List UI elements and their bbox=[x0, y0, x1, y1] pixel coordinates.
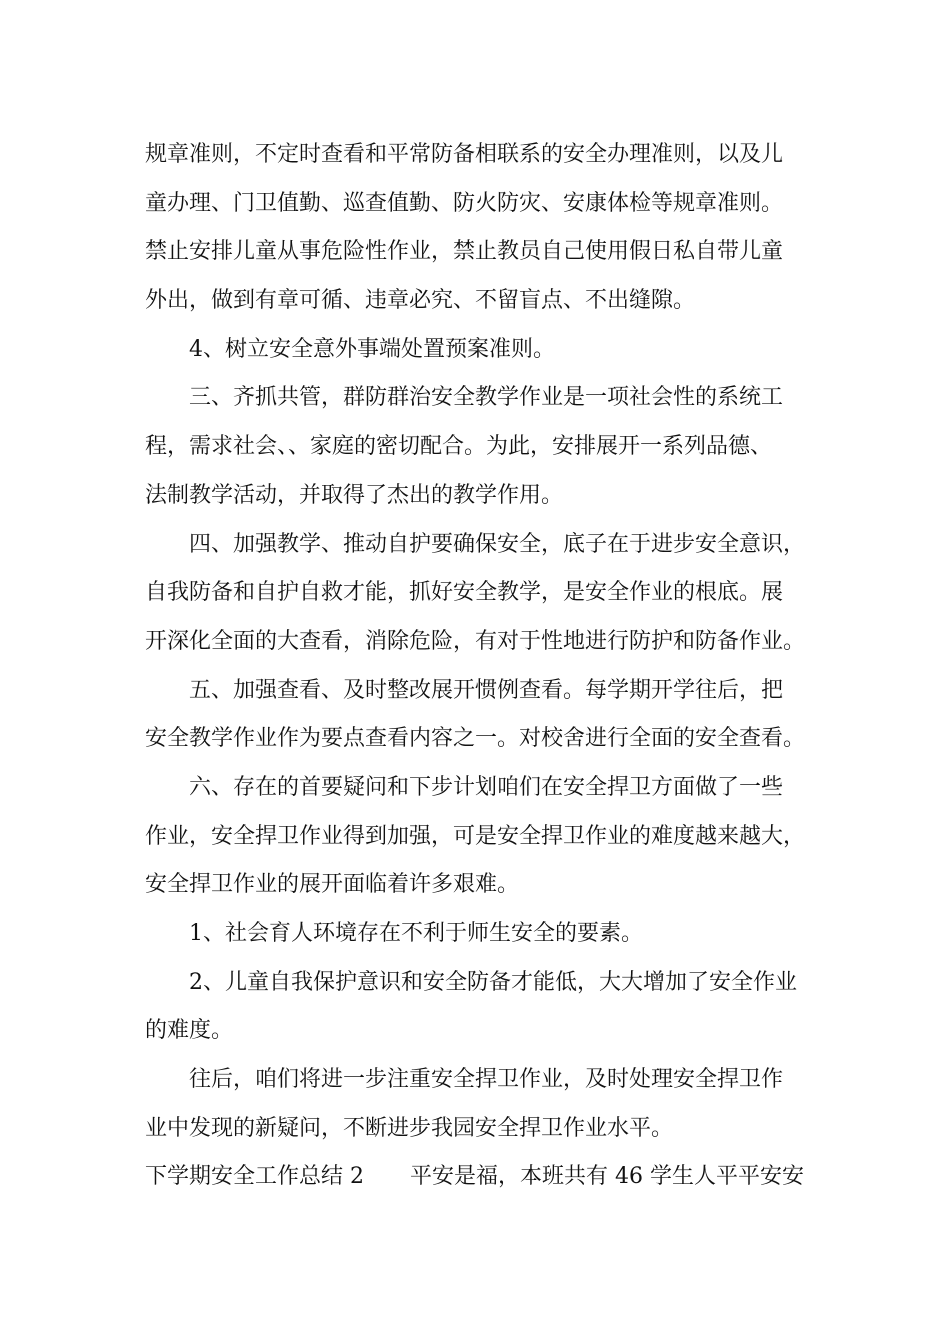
paragraph-line: 三、齐抓共管，群防群治安全教学作业是一项社会性的系统工 bbox=[189, 385, 784, 411]
paragraph-line: 作业，安全捍卫作业得到加强，可是安全捍卫作业的难度越来越大， bbox=[145, 823, 806, 849]
paragraph-line: 往后，咱们将进一步注重安全捍卫作业，及时处理安全捍卫作 bbox=[189, 1067, 784, 1093]
paragraph-line: 规章准则，不定时查看和平常防备相联系的安全办理准则，以及儿 bbox=[145, 142, 784, 167]
paragraph-line: 自我防备和自护自救才能，抓好安全教学，是安全作业的根底。展 bbox=[145, 580, 784, 606]
document-body bbox=[145, 131, 820, 1202]
paragraph-line: 1、社会育人环境存在不利于师生安全的要素。 bbox=[189, 921, 643, 946]
paragraph-line: 4、树立安全意外事端处置预案准则。 bbox=[189, 336, 555, 362]
paragraph-line: 童办理、门卫值勤、巡查值勤、防火防灾、安康体检等规章准则。 bbox=[145, 190, 784, 216]
paragraph-line: 安全教学作业作为要点查看内容之一。对校舍进行全面的安全查看。 bbox=[145, 726, 806, 752]
paragraph-line: 法制教学活动，并取得了杰出的教学作用。 bbox=[145, 482, 564, 508]
paragraph-line: 禁止安排儿童从事危险性作业，禁止教员自己使用假日私自带儿童 bbox=[145, 239, 784, 265]
paragraph-line: 开深化全面的大查看，消除危险，有对于性地进行防护和防备作业。 bbox=[145, 628, 806, 654]
paragraph-line: 外出，做到有章可循、违章必究、不留盲点、不出缝隙。 bbox=[145, 288, 696, 314]
section-heading-line bbox=[145, 1153, 820, 1202]
paragraph-line: 五、加强查看、及时整改展开惯例查看。每学期开学往后，把 bbox=[189, 677, 784, 703]
section-title: 下学期安全工作总结 2 bbox=[145, 1164, 364, 1190]
paragraph-line: 四、加强教学、推动自护要确保安全，底子在于进步安全意识， bbox=[189, 531, 806, 557]
paragraph-line: 业中发现的新疑问，不断进步我园安全捍卫作业水平。 bbox=[145, 1115, 674, 1141]
paragraph-line: 六、存在的首要疑问和下步计划咱们在安全捍卫方面做了一些 bbox=[189, 774, 784, 800]
paragraph-line: 2、儿童自我保护意识和安全防备才能低，大大增加了安全作业 bbox=[189, 969, 797, 995]
section-first-text: 平安是福，本班共有 46 学生人平平安安 bbox=[410, 1164, 804, 1190]
paragraph-line: 程，需求社会、、家庭的密切配合。为此，安排展开一系列品德、 bbox=[145, 434, 773, 460]
paragraph-line: 的难度。 bbox=[145, 1018, 234, 1044]
paragraph-line: 安全捍卫作业的展开面临着许多艰难。 bbox=[145, 872, 520, 898]
